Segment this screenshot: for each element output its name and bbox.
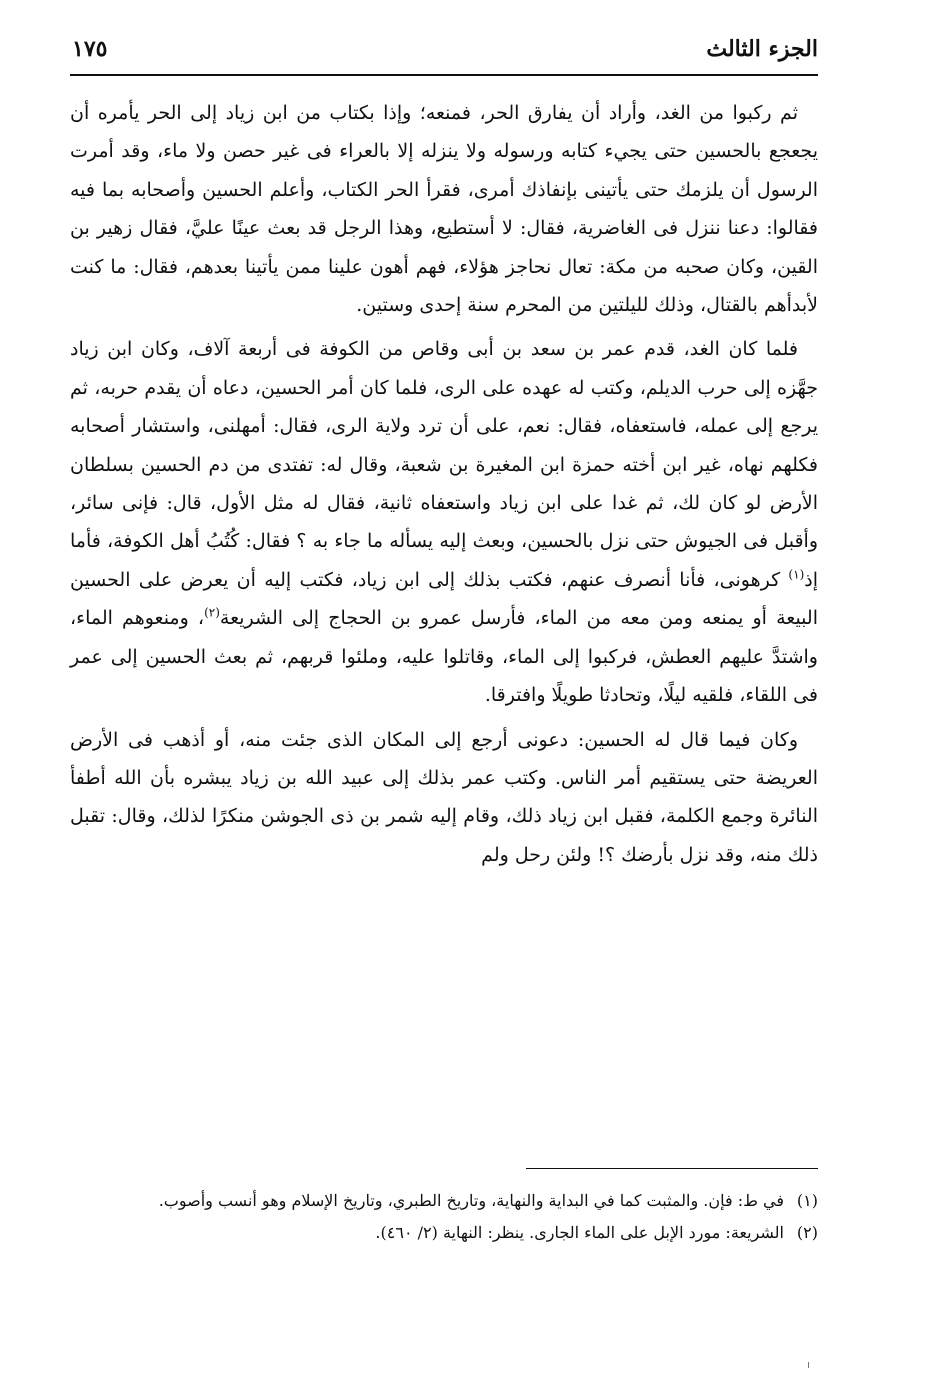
- page-header: [70, 28, 818, 72]
- body-text: [70, 94, 818, 874]
- footnote-number: (١): [796, 1191, 818, 1210]
- footnote-text: في ط: فإن. والمثبت كما في البداية والنهاية، وتاريخ الطبري، وتاريخ الإسلام وهو أنسب وأصوب.: [158, 1191, 784, 1210]
- paragraph-text: كرهونى، فأنا أنصرف عنهم، فكتب بذلك إلى ابن زياد، فكتب إليه أن يعرض على الحسين البيعة أو يمنعه ومن معه من الماء، فأرسل عمرو بن الحجاج إلى الشريعة: [70, 568, 818, 630]
- paragraph: [70, 330, 818, 714]
- page-number: ١٧٥: [72, 36, 108, 62]
- paragraph: [70, 94, 818, 324]
- paragraph: [70, 721, 818, 875]
- footnote-rule: [526, 1168, 818, 1169]
- book-page: [70, 28, 818, 1358]
- footnote-ref-1: (١): [788, 567, 805, 582]
- scan-mark: [808, 1362, 809, 1368]
- footnote-text: الشريعة: مورد الإبل على الماء الجارى. ينظر: النهاية (٢/ ٤٦٠).: [375, 1223, 784, 1242]
- footnote-number: (٢): [796, 1223, 818, 1242]
- footnotes: [70, 1188, 818, 1252]
- footnote-2: [70, 1220, 818, 1246]
- paragraph-text: ، ومنعوهم الماء، واشتدَّ عليهم العطش، فركبوا إلى الماء، وقاتلوا عليه، وملئوا قربهم، ثم بعث الحسين إلى عمر فى اللقاء، فلقيه ليلًا، وتحادثا طويلًا وافترقا.: [70, 607, 818, 707]
- paragraph-text: وكان فيما قال له الحسين: دعونى أرجع إلى المكان الذى جئت منه، أو أذهب فى الأرض العريضة حتى يستقيم أمر الناس. وكتب عمر بذلك إلى عبيد الله بن زياد يبشره بأن الله أطفأ النائرة وجمع الكلمة، فقبل ابن زياد ذلك، وقام إليه شمر بن ذى الجوشن منكرًا لذلك، وقال: تقبل ذلك منه، وقد نزل بأرضك ؟! ولئن رحل ولم: [70, 728, 818, 866]
- paragraph-text: فلما كان الغد، قدم عمر بن سعد بن أبى وقاص من الكوفة فى أربعة آلاف، وكان ابن زياد جهَّزه إلى حرب الديلم، وكتب له عهده على الرى، فلما كان أمر الحسين، دعاه أن يقدم حربه، ثم يرجع إلى عمله، فاستعفاه، فقال: نعم، على أن ترد ولاية الرى، فقال: أمهلنى، واستشار أصحابه فكلهم نهاه، غير ابن أخته حمزة ابن المغيرة بن شعبة، وقال له: تفتدى من دم الحسين بسلطان الأرض لو كان لك، ثم غدا على ابن زياد واستعفاه ثانية، فقال له مثل الأول، قال: فإنى سائر، وأقبل فى الجيوش حتى نزل بالحسين، وبعث إليه يسأله ما جاء به ؟ فقال: كُتُبُ أهل الكوفة، فأما إذ: [70, 338, 818, 591]
- footnote-ref-2: (٢): [204, 605, 220, 620]
- running-head: الجزء الثالث: [706, 36, 818, 62]
- header-rule: [70, 74, 818, 76]
- paragraph-text: ثم ركبوا من الغد، وأراد أن يفارق الحر، فمنعه؛ وإذا بكتاب من ابن زياد إلى الحر يأمره أن يجعجع بالحسين حتى يجيء كتابه ورسوله ولا ينزله إلا بالعراء فى غير حصن ولا ماء، وقد أمرت الرسول أن يلزمك حتى يأتينى بإنفاذك أمرى، فقرأ الحر الكتاب، وأعلم الحسين وأصحابه بما فيه فقالوا: دعنا ننزل فى الغاضرية، فقال: لا أستطيع، وهذا الرجل قد بعث عينًا عليَّ، فقال زهير بن القين، وكان صحبه من مكة: تعال نحاجز هؤلاء، فهم أهون علينا ممن يأتينا بعدهم، فقال: ما كنت لأبدأهم بالقتال، وذلك لليلتين من المحرم سنة إحدى وستين.: [70, 102, 818, 317]
- footnote-1: [70, 1188, 818, 1214]
